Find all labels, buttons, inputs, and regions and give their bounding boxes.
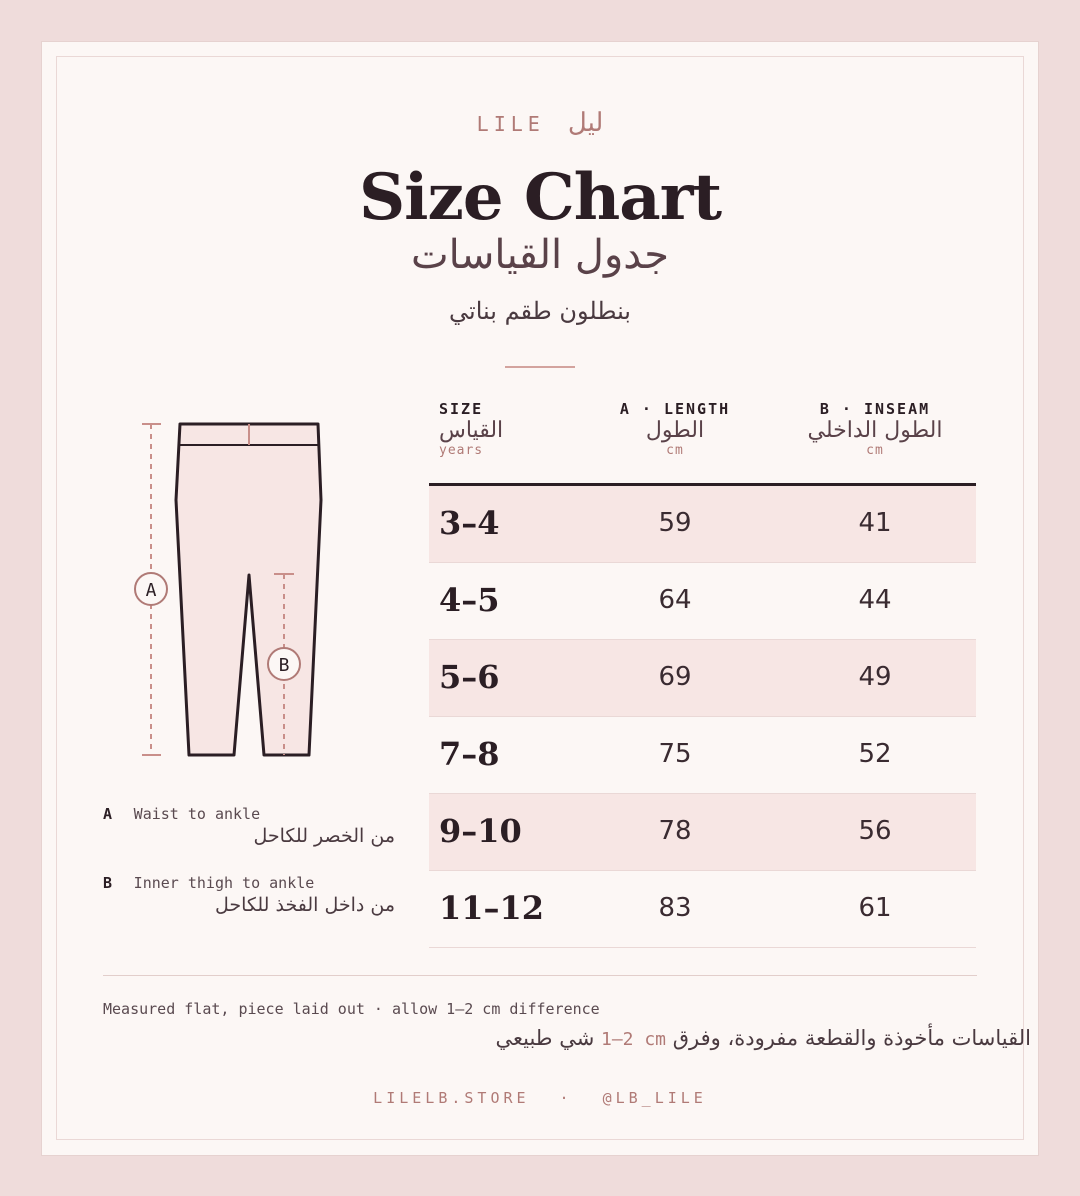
cell-inseam: 49 [858, 662, 892, 692]
table-row [429, 717, 976, 794]
cell-size: 5–6 [439, 658, 500, 696]
header-length-en: A · LENGTH [619, 400, 731, 418]
marker-b-label: B [278, 655, 290, 676]
pants-outline [176, 424, 321, 755]
product-subtitle-arabic: بنطلون طقم بناتي [449, 297, 631, 325]
note-ar-after: شي طبيعي [495, 1026, 595, 1050]
legend-key: B [103, 874, 113, 892]
legend-english: Inner thigh to ankle [133, 874, 315, 892]
cell-length: 59 [658, 508, 692, 538]
header-size [439, 400, 599, 458]
header-inseam-en: B · INSEAM [819, 400, 931, 418]
header-size-ar: القياس [439, 418, 504, 443]
cell-inseam: 61 [858, 893, 892, 923]
legend-arabic: من داخل الفخذ للكاحل [214, 894, 395, 916]
cell-inseam: 44 [858, 585, 892, 615]
table-row [429, 563, 976, 640]
legend-item-a [103, 804, 395, 847]
brand-logo [0, 108, 1080, 138]
cell-size: 4–5 [439, 581, 500, 619]
legend-arabic: من الخصر للكاحل [253, 825, 395, 847]
brand-arabic: ليل [567, 108, 604, 138]
note-ar-highlight: 1–2 cm [600, 1029, 667, 1050]
cell-inseam: 52 [858, 739, 892, 769]
cell-size: 9–10 [439, 812, 522, 850]
header-length-unit: cm [666, 443, 684, 458]
legend-item-b [103, 873, 395, 916]
cell-inseam: 56 [858, 816, 892, 846]
cell-size: 11–12 [439, 889, 545, 927]
pants-diagram [128, 410, 338, 770]
table-row [429, 640, 976, 717]
legend-key: A [103, 805, 113, 823]
marker-a-label: A [145, 580, 157, 601]
cell-size: 3–4 [439, 504, 500, 542]
header-inseam [790, 400, 960, 458]
page-title: Size Chart [358, 160, 722, 235]
table-row [429, 871, 976, 948]
cell-length: 78 [658, 816, 692, 846]
cell-inseam: 41 [858, 508, 892, 538]
header-inseam-ar: الطول الداخلي [807, 418, 943, 443]
title-divider [505, 366, 575, 368]
table-row [429, 794, 976, 871]
cell-length: 64 [658, 585, 692, 615]
page-title-arabic: جدول القياسات [411, 232, 669, 278]
measure-note-arabic [103, 1026, 1031, 1050]
cell-length: 83 [658, 893, 692, 923]
cell-length: 75 [658, 739, 692, 769]
brand-latin: LILE [476, 112, 545, 136]
measure-note-english: Measured flat, piece laid out · allow 1–2 cm difference [103, 1000, 600, 1018]
header-inseam-unit: cm [866, 443, 884, 458]
header-length [590, 400, 760, 458]
footer-social-handle[interactable]: @LB_LILE [602, 1089, 707, 1107]
cell-length: 69 [658, 662, 692, 692]
header-length-ar: الطول [645, 418, 705, 443]
footnote-divider [103, 975, 977, 976]
header-size-unit: years [439, 443, 484, 458]
table-row [429, 486, 976, 563]
legend-english: Waist to ankle [133, 805, 261, 823]
header-size-en: SIZE [439, 400, 484, 418]
note-ar-before: القياسات مأخوذة والقطعة مفرودة، وفرق [672, 1026, 1031, 1050]
footer-separator: · [559, 1089, 573, 1107]
footer-site-link[interactable]: LILELB.STORE [373, 1089, 530, 1107]
footer [0, 1089, 1080, 1107]
cell-size: 7–8 [439, 735, 500, 773]
